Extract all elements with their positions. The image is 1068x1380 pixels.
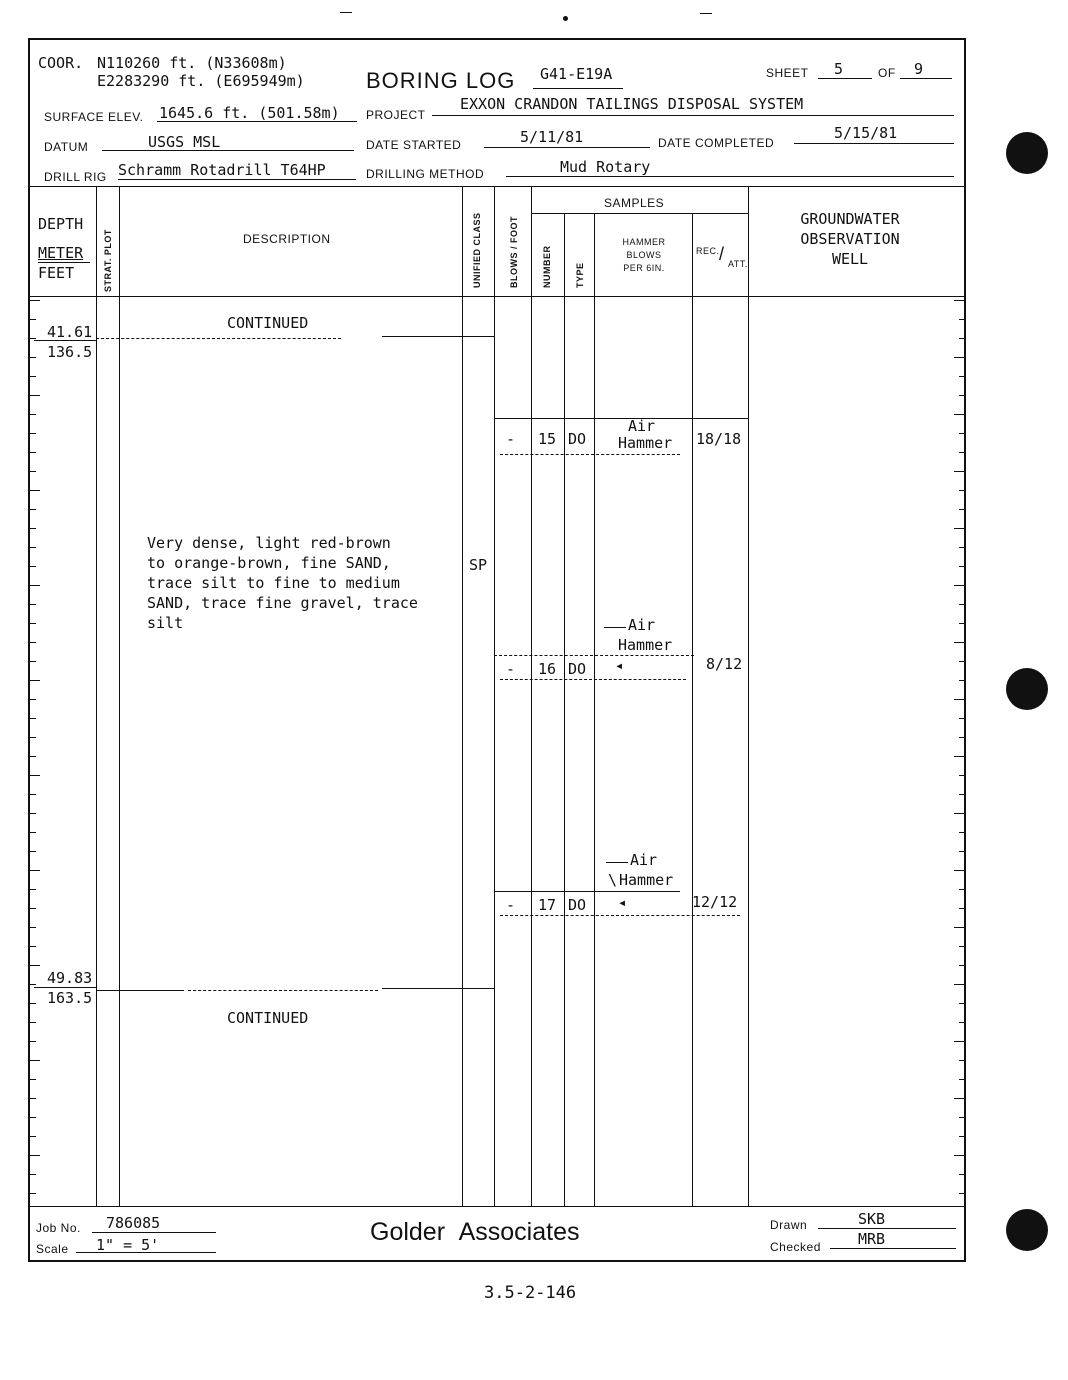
well-tick (959, 832, 964, 833)
depth-tick (30, 794, 36, 795)
well-tick (959, 965, 964, 966)
depth-tick (30, 1041, 36, 1042)
hammer-header-line-3: PER 6IN. (623, 263, 665, 273)
sample-17-arrow-icon: ◂ (618, 895, 627, 911)
well-tick (959, 1079, 964, 1080)
coor-label: COOR. (38, 54, 84, 72)
depth-tick (30, 1193, 36, 1194)
depth-tick (30, 528, 36, 529)
top-boundary-dashed (96, 338, 341, 339)
depth-tick (30, 642, 36, 643)
boring-id-underline (533, 88, 623, 89)
depth-tick (30, 604, 36, 605)
strat-column-left (96, 186, 97, 1206)
sample-16-leader (604, 627, 626, 628)
depth-tick (30, 547, 36, 548)
well-tick (959, 319, 964, 320)
well-tick (954, 756, 964, 757)
depth-tick (30, 661, 36, 662)
unified-class: SP (469, 556, 488, 574)
job-label: Job No. (36, 1221, 81, 1235)
well-tick (959, 946, 964, 947)
depth-tick (30, 889, 36, 890)
of-label: OF (878, 66, 896, 80)
well-tick (954, 414, 964, 415)
sheet-label: SHEET (766, 66, 809, 80)
scale-label: Scale (36, 1242, 69, 1256)
depth-tick (30, 680, 40, 681)
sample-15-type: DO (568, 430, 587, 448)
type-column-right (594, 213, 595, 1206)
well-tick (959, 338, 964, 339)
well-tick (959, 1136, 964, 1137)
drilling-method-label: DRILLING METHOD (366, 167, 485, 181)
well-tick (959, 1174, 964, 1175)
project-label: PROJECT (366, 108, 426, 122)
bottom-depth-tick (34, 987, 96, 988)
scale-value: 1" = 5' (96, 1236, 160, 1254)
depth-tick (30, 737, 36, 738)
description-header: DESCRIPTION (243, 232, 331, 246)
soil-description: Very dense, light red-brown to orange-brown, fine SAND, trace silt to fine to medium SAND, trace fine gravel, trace silt (147, 534, 418, 632)
sample-15-top-line (494, 418, 748, 419)
depth-tick (30, 433, 36, 434)
well-tick (959, 661, 964, 662)
top-boundary-solid (382, 336, 494, 337)
depth-tick (30, 376, 36, 377)
sample-17-hammer-2-prefix: \ (608, 871, 618, 889)
well-tick (959, 566, 964, 567)
drawn-label: Drawn (770, 1218, 808, 1232)
sample-15-recovery: 18/18 (696, 430, 742, 448)
sample-15-bottom-line (500, 454, 680, 455)
sample-16-bottom-line (500, 679, 686, 680)
page-number: 3.5-2-146 (484, 1283, 577, 1303)
hammer-header-line-1: HAMMER (622, 237, 666, 247)
top-depth-feet: 136.5 (47, 343, 93, 361)
well-tick (954, 870, 964, 871)
well-tick (954, 927, 964, 928)
depth-tick (30, 984, 36, 985)
depth-tick (30, 718, 36, 719)
top-depth-meter: 41.61 (47, 323, 93, 341)
rec-slash: / (719, 244, 725, 264)
date-started: 5/11/81 (520, 128, 584, 146)
well-tick (959, 509, 964, 510)
sample-16-arrow-icon: ◂ (615, 658, 624, 674)
class-column-right (494, 186, 495, 1206)
depth-tick (30, 319, 36, 320)
depth-tick (30, 414, 36, 415)
datum-label: DATUM (44, 140, 89, 154)
description-column-right (462, 186, 463, 1206)
sample-15-blows: - (506, 430, 516, 448)
job-underline (92, 1232, 216, 1233)
sample-16-hammer-1: Air (628, 616, 656, 634)
hammer-header-line-2: BLOWS (626, 250, 662, 260)
blows-column-right (531, 186, 532, 1206)
depth-tick (30, 471, 36, 472)
bottom-boundary-solid-left (96, 990, 184, 991)
sample-16-recovery: 8/12 (706, 655, 743, 673)
well-tick (959, 604, 964, 605)
checked-label: Checked (770, 1240, 821, 1254)
sample-17-hammer-1: Air (630, 851, 658, 869)
sheet-total: 9 (914, 60, 924, 78)
surface-elev-underline (157, 121, 357, 122)
well-tick (959, 490, 964, 491)
sample-16-hammer-2: Hammer (618, 636, 673, 654)
date-completed-label: DATE COMPLETED (658, 136, 775, 150)
well-tick (959, 395, 964, 396)
depth-tick (30, 1155, 40, 1156)
well-tick (954, 984, 964, 985)
punch-hole (1006, 132, 1048, 174)
well-tick (959, 1022, 964, 1023)
drill-rig: Schramm Rotadrill T64HP (118, 161, 326, 179)
well-tick (959, 851, 964, 852)
well-tick (959, 1193, 964, 1194)
depth-tick (30, 1003, 36, 1004)
surface-elev: 1645.6 ft. (501.58m) (159, 104, 340, 122)
depth-tick (30, 1174, 36, 1175)
checked-by: MRB (858, 1230, 886, 1248)
scale-underline (76, 1252, 216, 1253)
depth-tick (30, 490, 40, 491)
top-depth-tick (34, 340, 96, 341)
strat-column-right (119, 186, 120, 1206)
depth-tick (30, 1022, 36, 1023)
depth-tick (30, 965, 40, 966)
sample-17-type: DO (568, 896, 587, 914)
meter-feet-divider (38, 262, 90, 263)
groundwater-header-line-3: WELL (831, 250, 869, 268)
depth-tick (30, 566, 36, 567)
well-tick (959, 1003, 964, 1004)
depth-header: DEPTH (38, 215, 84, 233)
well-tick (959, 794, 964, 795)
number-header: NUMBER (542, 245, 552, 288)
coor-north: N110260 ft. (N33608m) (97, 54, 287, 72)
groundwater-header-line-1: GROUNDWATER (800, 210, 900, 228)
depth-tick (30, 300, 40, 301)
well-tick (959, 775, 964, 776)
sheet-underline (818, 78, 872, 79)
well-tick (954, 528, 964, 529)
depth-tick (30, 357, 36, 358)
depth-tick (30, 927, 36, 928)
samples-header: SAMPLES (604, 196, 665, 210)
date-completed: 5/15/81 (834, 124, 898, 142)
scan-mark (340, 12, 352, 13)
sample-15-hammer-2: Hammer (618, 434, 673, 452)
well-tick (959, 737, 964, 738)
well-tick (954, 642, 964, 643)
well-tick (959, 889, 964, 890)
drill-rig-underline (118, 179, 356, 180)
rec-column-right (748, 186, 749, 1206)
depth-tick (30, 623, 36, 624)
top-continued: CONTINUED (227, 314, 309, 332)
sample-17-recovery: 12/12 (692, 893, 738, 911)
bottom-depth-feet: 163.5 (47, 989, 93, 1007)
well-tick (954, 471, 964, 472)
sample-16-number: 16 (538, 660, 557, 678)
bottom-depth-meter: 49.83 (47, 969, 93, 987)
surface-elev-label: SURFACE ELEV. (44, 110, 144, 124)
project-name: EXXON CRANDON TAILINGS DISPOSAL SYSTEM (460, 95, 804, 113)
well-tick (959, 547, 964, 548)
coor-east: E2283290 ft. (E695949m) (97, 72, 305, 90)
sample-17-leader (606, 862, 628, 863)
sheet-total-underline (900, 78, 952, 79)
sample-15-hammer-1: Air (628, 417, 656, 435)
well-tick (954, 585, 964, 586)
well-tick (959, 718, 964, 719)
well-tick (954, 1155, 964, 1156)
boring-id: G41-E19A (540, 65, 613, 83)
depth-tick (30, 1117, 36, 1118)
datum-underline (102, 150, 354, 151)
well-tick (959, 623, 964, 624)
scan-mark (563, 16, 568, 21)
depth-tick (30, 870, 40, 871)
depth-tick (30, 699, 36, 700)
date-started-underline (484, 147, 650, 148)
sample-17-top-line (494, 891, 680, 892)
well-tick (954, 1098, 964, 1099)
sample-17-hammer-2: Hammer (619, 871, 674, 889)
sample-17-blows: - (506, 896, 516, 914)
groundwater-header-line-2: OBSERVATION (800, 230, 900, 248)
depth-tick (30, 851, 36, 852)
depth-tick (30, 908, 36, 909)
sheet-number: 5 (834, 60, 844, 78)
bottom-boundary-solid-right (382, 988, 494, 989)
column-header-divider (28, 296, 966, 297)
depth-tick (30, 813, 36, 814)
meter-header: METER (38, 244, 84, 262)
job-number: 786085 (106, 1214, 161, 1232)
project-underline (432, 115, 954, 116)
well-tick (959, 1060, 964, 1061)
depth-tick (30, 946, 36, 947)
unified-class-header: UNIFIED CLASS (472, 212, 482, 288)
checked-underline (830, 1248, 956, 1249)
depth-tick (30, 338, 36, 339)
date-started-label: DATE STARTED (366, 138, 462, 152)
depth-tick (30, 832, 36, 833)
well-tick (954, 357, 964, 358)
well-tick (959, 680, 964, 681)
depth-tick (30, 775, 40, 776)
bottom-continued: CONTINUED (227, 1009, 309, 1027)
type-header: TYPE (575, 262, 585, 288)
depth-tick (30, 509, 36, 510)
feet-header: FEET (38, 264, 75, 282)
drill-rig-label: DRILL RIG (44, 170, 107, 184)
sample-17-bottom-line (500, 915, 740, 916)
datum: USGS MSL (148, 133, 221, 151)
document-title: BORING LOG (366, 68, 516, 93)
well-tick (954, 813, 964, 814)
company-name: Golder Associates (370, 1218, 580, 1246)
date-completed-underline (794, 143, 954, 144)
well-tick (954, 300, 964, 301)
well-tick (959, 908, 964, 909)
sample-16-top-line (494, 655, 694, 656)
scan-mark (700, 13, 712, 14)
drawn-by: SKB (858, 1210, 886, 1228)
depth-tick (30, 1060, 40, 1061)
strat-plot-header: STRAT. PLOT (103, 229, 113, 292)
blows-foot-header: BLOWS / FOOT (509, 216, 519, 288)
sample-16-blows: - (506, 660, 516, 678)
sample-16-type: DO (568, 660, 587, 678)
punch-hole (1006, 668, 1048, 710)
sample-17-number: 17 (538, 896, 557, 914)
depth-tick (30, 1098, 36, 1099)
sample-15-number: 15 (538, 430, 557, 448)
depth-tick (30, 395, 40, 396)
well-tick (959, 433, 964, 434)
drawn-underline (818, 1228, 956, 1229)
rec-header: REC. (696, 246, 720, 256)
depth-tick (30, 585, 40, 586)
header-divider (28, 186, 966, 187)
well-tick (959, 452, 964, 453)
punch-hole (1006, 1209, 1048, 1251)
hammer-column-right (692, 213, 693, 1206)
well-tick (954, 699, 964, 700)
drilling-method: Mud Rotary (560, 158, 651, 176)
depth-tick (30, 452, 36, 453)
well-tick (959, 1117, 964, 1118)
well-tick (954, 1041, 964, 1042)
depth-tick (30, 1136, 36, 1137)
drilling-method-underline (506, 176, 954, 177)
att-header: ATT. (728, 259, 748, 269)
depth-tick (30, 1079, 36, 1080)
number-column-right (564, 213, 565, 1206)
depth-tick (30, 756, 36, 757)
bottom-boundary-dashed (188, 990, 378, 991)
footer-divider (28, 1206, 966, 1207)
well-tick (959, 376, 964, 377)
